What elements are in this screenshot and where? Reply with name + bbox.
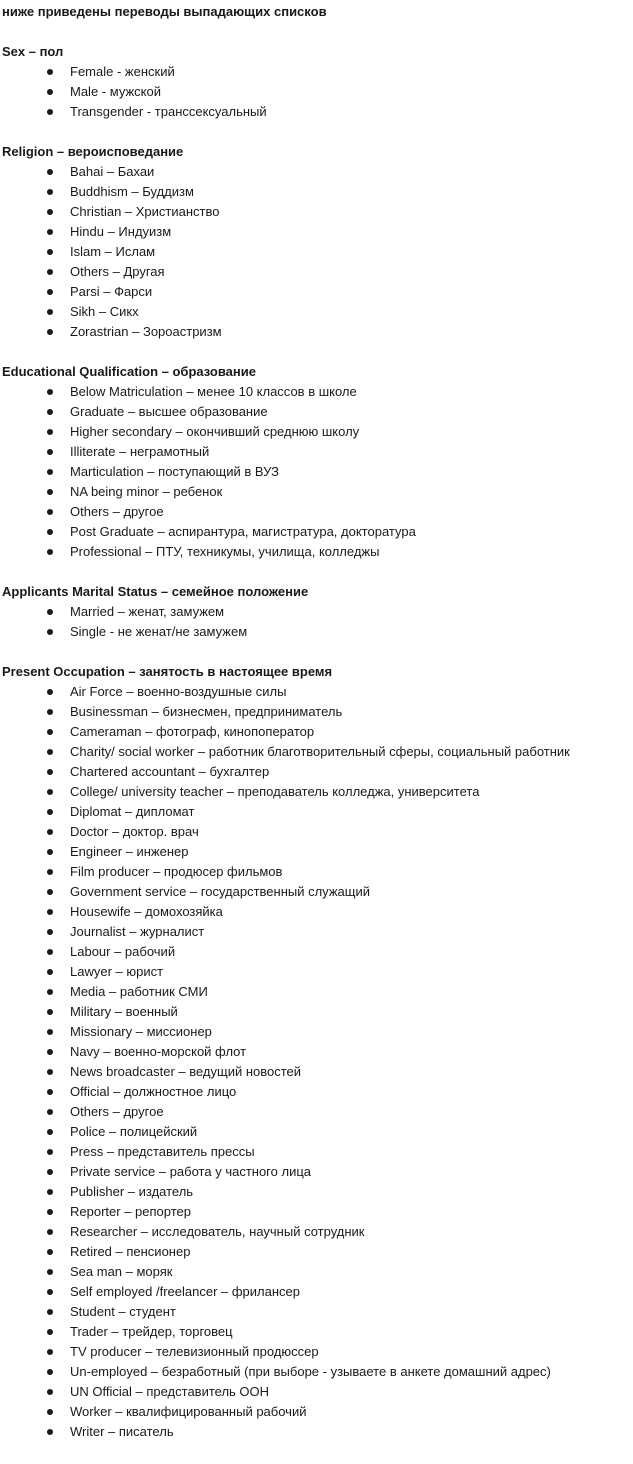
list-item-text: Press – представитель прессы [70, 1144, 255, 1159]
list-item-text: Air Force – военно-воздушные силы [70, 684, 287, 699]
list-item [2, 782, 630, 802]
document [2, 2, 630, 1442]
bullet-icon [47, 1069, 53, 1075]
list-item [2, 1242, 630, 1262]
list-item [2, 462, 630, 482]
list-item [2, 962, 630, 982]
list-item-text: Zorastrian – Зороастризм [70, 324, 222, 339]
list-item [2, 862, 630, 882]
list-item [2, 1302, 630, 1322]
list-item [2, 202, 630, 222]
bullet-icon [47, 229, 53, 235]
bullet-icon [47, 989, 53, 995]
list-item-text: Male - мужской [70, 84, 161, 99]
list-item-text: Christian – Христианство [70, 204, 220, 219]
document-intro: ниже приведены переводы выпадающих списков [2, 4, 327, 19]
list-item-text: Media – работник СМИ [70, 984, 208, 999]
list-item-text: College/ university teacher – преподаватель колледжа, университета [70, 784, 480, 799]
list-item-text: Female - женский [70, 64, 175, 79]
list-item [2, 1202, 630, 1222]
list-item-text: Self employed /freelancer – фрилансер [70, 1284, 301, 1299]
list-item [2, 982, 630, 1002]
bullet-icon [47, 169, 53, 175]
bullet-icon [47, 249, 53, 255]
list-item-text: News broadcaster – ведущий новостей [70, 1064, 302, 1079]
list-item [2, 222, 630, 242]
list-item [2, 802, 630, 822]
list-item-text: Official – должностное лицо [70, 1084, 237, 1099]
list-item [2, 302, 630, 322]
list-item-text: Single - не женат/не замужем [70, 624, 248, 639]
bullet-icon [47, 1109, 53, 1115]
list-item-text: Private service – работа у частного лица [70, 1164, 312, 1179]
list-item-text: Labour – рабочий [70, 944, 176, 959]
bullet-icon [47, 929, 53, 935]
list-item [2, 482, 630, 502]
list-item [2, 842, 630, 862]
list-item [2, 882, 630, 902]
bullet-icon [47, 69, 53, 75]
list-item-text: Higher secondary – окончивший среднюю школу [70, 424, 360, 439]
list-item-text: Illiterate – неграмотный [70, 444, 210, 459]
list-item [2, 942, 630, 962]
list-item [2, 1362, 630, 1382]
bullet-icon [47, 269, 53, 275]
list-item-text: UN Official – представитель ООН [70, 1384, 270, 1399]
bullet-icon [47, 1309, 53, 1315]
bullet-icon [47, 1289, 53, 1295]
list-item-text: Businessman – бизнесмен, предприниматель [70, 704, 343, 719]
list-item-text: TV producer – телевизионный продюссер [70, 1344, 319, 1359]
dropdown-section [2, 582, 630, 642]
bullet-icon [47, 209, 53, 215]
list-item-text: Professional – ПТУ, техникумы, училища, колледжы [70, 544, 380, 559]
bullet-icon [47, 689, 53, 695]
list-item [2, 322, 630, 342]
list-item-text: Parsi – Фарси [70, 284, 153, 299]
bullet-icon [47, 1349, 53, 1355]
bullet-icon [47, 489, 53, 495]
list-item-text: Writer – писатель [70, 1424, 174, 1439]
list-item [2, 1222, 630, 1242]
list-item-text: NA being minor – ребенок [70, 484, 223, 499]
list-item-text: Post Graduate – аспирантура, магистратура, докторатура [70, 524, 416, 539]
bullet-icon [47, 889, 53, 895]
dropdown-section [2, 142, 630, 342]
list-item [2, 1162, 630, 1182]
bullet-icon [47, 1029, 53, 1035]
list-item [2, 1042, 630, 1062]
list-item-text: Others – другое [70, 1104, 164, 1119]
bullet-icon [47, 769, 53, 775]
bullet-icon [47, 709, 53, 715]
list-item-text: Housewife – домохозяйка [70, 904, 223, 919]
list-item [2, 742, 630, 762]
section-heading: Sex – пол [2, 44, 64, 59]
bullet-icon [47, 829, 53, 835]
bullet-icon [47, 1049, 53, 1055]
bullet-icon [47, 749, 53, 755]
dropdown-section [2, 362, 630, 562]
list-item [2, 382, 630, 402]
bullet-icon [47, 469, 53, 475]
bullet-icon [47, 429, 53, 435]
section-heading: Religion – вероисповедание [2, 144, 184, 159]
list-item [2, 422, 630, 442]
bullet-icon [47, 109, 53, 115]
bullet-icon [47, 1369, 53, 1375]
list-item-text: Government service – государственный служащий [70, 884, 370, 899]
list-item [2, 182, 630, 202]
bullet-icon [47, 1169, 53, 1175]
bullet-icon [47, 969, 53, 975]
translation-list [2, 682, 630, 1442]
list-item [2, 902, 630, 922]
list-item [2, 522, 630, 542]
list-item-text: Charity/ social worker – работник благотворительный сферы, социальный работник [70, 744, 570, 759]
list-item [2, 702, 630, 722]
list-item [2, 1002, 630, 1022]
list-item [2, 402, 630, 422]
bullet-icon [47, 729, 53, 735]
bullet-icon [47, 1229, 53, 1235]
bullet-icon [47, 329, 53, 335]
bullet-icon [47, 389, 53, 395]
list-item-text: Others – другое [70, 504, 164, 519]
bullet-icon [47, 1269, 53, 1275]
list-item [2, 1082, 630, 1102]
list-item [2, 262, 630, 282]
list-item [2, 922, 630, 942]
translation-list [2, 62, 630, 122]
bullet-icon [47, 1389, 53, 1395]
section-heading: Present Occupation – занятость в настоящее время [2, 664, 333, 679]
translation-list [2, 382, 630, 562]
bullet-icon [47, 809, 53, 815]
list-item-text: Hindu – Индуизм [70, 224, 172, 239]
list-item [2, 1422, 630, 1442]
bullet-icon [47, 449, 53, 455]
bullet-icon [47, 309, 53, 315]
list-item-text: Islam – Ислам [70, 244, 156, 259]
list-item [2, 1262, 630, 1282]
list-item-text: Sikh – Сикх [70, 304, 139, 319]
bullet-icon [47, 1129, 53, 1135]
list-item [2, 542, 630, 562]
list-item [2, 1022, 630, 1042]
list-item-text: Worker – квалифицированный рабочий [70, 1404, 307, 1419]
bullet-icon [47, 869, 53, 875]
list-item [2, 1322, 630, 1342]
bullet-icon [47, 1249, 53, 1255]
list-item-text: Trader – трейдер, торговец [70, 1324, 233, 1339]
list-item-text: Navy – военно-морской флот [70, 1044, 247, 1059]
list-item-text: Bahai – Бахаи [70, 164, 155, 179]
list-item [2, 1122, 630, 1142]
list-item-text: Retired – пенсионер [70, 1244, 191, 1259]
list-item-text: Married – женат, замужем [70, 604, 225, 619]
bullet-icon [47, 549, 53, 555]
list-item-text: Marticulation – поступающий в ВУЗ [70, 464, 279, 479]
bullet-icon [47, 1409, 53, 1415]
bullet-icon [47, 1089, 53, 1095]
section-heading: Applicants Marital Status – семейное положение [2, 584, 309, 599]
bullet-icon [47, 529, 53, 535]
translation-list [2, 162, 630, 342]
bullet-icon [47, 629, 53, 635]
list-item-text: Lawyer – юрист [70, 964, 164, 979]
bullet-icon [47, 1429, 53, 1435]
list-item-text: Engineer – инженер [70, 844, 189, 859]
list-item [2, 502, 630, 522]
list-item-text: Publisher – издатель [70, 1184, 194, 1199]
list-item-text: Graduate – высшее образование [70, 404, 268, 419]
bullet-icon [47, 949, 53, 955]
bullet-icon [47, 509, 53, 515]
list-item [2, 242, 630, 262]
list-item [2, 282, 630, 302]
bullet-icon [47, 1189, 53, 1195]
list-item [2, 1342, 630, 1362]
list-item-text: Un-employed – безработный (при выборе - узываете в анкете домашний адрес) [70, 1364, 551, 1379]
list-item [2, 1142, 630, 1162]
list-item [2, 62, 630, 82]
list-item [2, 822, 630, 842]
bullet-icon [47, 909, 53, 915]
list-item-text: Missionary – миссионер [70, 1024, 212, 1039]
dropdown-section [2, 42, 630, 122]
list-item [2, 1062, 630, 1082]
list-item [2, 622, 630, 642]
translation-list [2, 602, 630, 642]
list-item-text: Chartered accountant – бухгалтер [70, 764, 270, 779]
sections-container [2, 42, 630, 1442]
list-item-text: Film producer – продюсер фильмов [70, 864, 283, 879]
bullet-icon [47, 789, 53, 795]
bullet-icon [47, 1149, 53, 1155]
bullet-icon [47, 189, 53, 195]
bullet-icon [47, 1009, 53, 1015]
bullet-icon [47, 849, 53, 855]
list-item [2, 102, 630, 122]
list-item-text: Below Matriculation – менее 10 классов в школе [70, 384, 357, 399]
list-item-text: Cameraman – фотограф, кинопоператор [70, 724, 315, 739]
list-item [2, 1182, 630, 1202]
bullet-icon [47, 1329, 53, 1335]
bullet-icon [47, 609, 53, 615]
list-item [2, 1282, 630, 1302]
list-item-text: Sea man – моряк [70, 1264, 173, 1279]
dropdown-section [2, 662, 630, 1442]
list-item-text: Police – полицейский [70, 1124, 198, 1139]
bullet-icon [47, 1209, 53, 1215]
list-item [2, 602, 630, 622]
bullet-icon [47, 289, 53, 295]
list-item-text: Researcher – исследователь, научный сотрудник [70, 1224, 365, 1239]
list-item [2, 1402, 630, 1422]
list-item-text: Diplomat – дипломат [70, 804, 195, 819]
list-item [2, 682, 630, 702]
list-item [2, 1102, 630, 1122]
list-item-text: Reporter – репортер [70, 1204, 191, 1219]
bullet-icon [47, 89, 53, 95]
list-item-text: Student – студент [70, 1304, 176, 1319]
list-item-text: Transgender - транссексуальный [70, 104, 267, 119]
list-item [2, 162, 630, 182]
list-item [2, 82, 630, 102]
list-item [2, 762, 630, 782]
list-item-text: Journalist – журналист [70, 924, 205, 939]
list-item-text: Others – Другая [70, 264, 165, 279]
list-item [2, 1382, 630, 1402]
list-item [2, 722, 630, 742]
list-item-text: Military – военный [70, 1004, 178, 1019]
list-item [2, 442, 630, 462]
list-item-text: Doctor – доктор. врач [70, 824, 199, 839]
section-heading: Educational Qualification – образование [2, 364, 256, 379]
list-item-text: Buddhism – Буддизм [70, 184, 194, 199]
bullet-icon [47, 409, 53, 415]
